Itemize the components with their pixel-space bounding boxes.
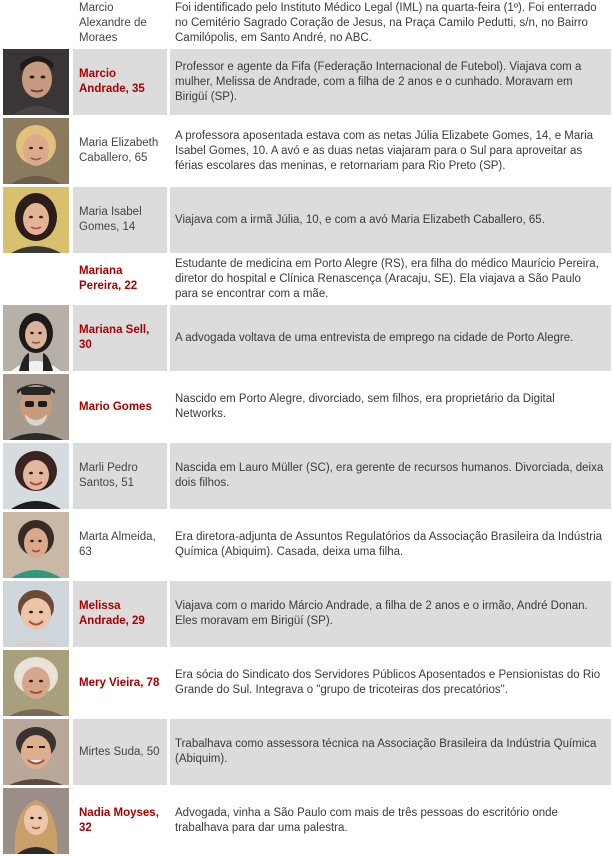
portrait-man-icon xyxy=(3,374,69,440)
table-row xyxy=(2,719,611,785)
person-name: Maria Elizabeth Caballero, 65 xyxy=(73,118,167,184)
person-name: Mario Gomes xyxy=(73,374,167,440)
person-description: Viajava com a irmã Júlia, 10, e com a avó Maria Elizabeth Caballero, 65. xyxy=(170,187,611,253)
person-photo xyxy=(2,187,70,253)
table-row xyxy=(2,650,611,716)
person-description: Advogada, vinha a São Paulo com mais de três pessoas do escritório onde trabalhava para dar uma palestra. xyxy=(170,788,611,854)
person-name: Marcio Alexandre de Moraes xyxy=(73,0,167,46)
person-name: Mariana Sell, 30 xyxy=(73,305,167,371)
person-photo xyxy=(2,118,70,184)
person-name: Marcio Andrade, 35 xyxy=(73,49,167,115)
portrait-woman-icon xyxy=(3,118,69,184)
person-photo xyxy=(2,650,70,716)
table-row xyxy=(2,256,611,302)
person-photo xyxy=(2,512,70,578)
portrait-woman-icon xyxy=(3,305,69,371)
table-row xyxy=(2,305,611,371)
person-name: Maria Isabel Gomes, 14 xyxy=(73,187,167,253)
person-name: Marta Almeida, 63 xyxy=(73,512,167,578)
person-description: Foi identificado pelo Instituto Médico Legal (IML) na quarta-feira (1º). Foi enterrado no Cemitério Sagrado Coração de Jesus, na Praça Camilo Pedutti, s/n, no Bairro Camilópolis, em Santo André, no ABC. xyxy=(170,0,611,46)
person-name: Mery Vieira, 78 xyxy=(73,650,167,716)
person-description: Estudante de medicina em Porto Alegre (RS), era filha do médico Maurício Pereira, diretor do hospital e Clínica Renascença (Aracaju, SE). Ela viajava a São Paulo para se encontrar com a mãe. xyxy=(170,256,611,302)
portrait-woman-icon xyxy=(3,512,69,578)
table-row xyxy=(2,512,611,578)
person-name: Nadia Moyses, 32 xyxy=(73,788,167,854)
person-photo xyxy=(2,788,70,854)
portrait-woman-icon xyxy=(3,581,69,647)
portrait-girl-icon xyxy=(3,187,69,253)
table-row xyxy=(2,118,611,184)
person-photo xyxy=(2,581,70,647)
table-row xyxy=(2,581,611,647)
portrait-woman-icon xyxy=(3,719,69,785)
table-row xyxy=(2,0,611,46)
person-photo xyxy=(2,374,70,440)
person-description: Professor e agente da Fifa (Federação Internacional de Futebol). Viajava com a mulher, Melissa de Andrade, com a filha de 2 anos e o cunhado. Moravam em Birigüí (SP). xyxy=(170,49,611,115)
person-photo xyxy=(2,443,70,509)
person-description: A advogada voltava de uma entrevista de emprego na cidade de Porto Alegre. xyxy=(170,305,611,371)
person-description: Nascida em Lauro Müller (SC), era gerente de recursos humanos. Divorciada, deixa dois filhos. xyxy=(170,443,611,509)
person-name: Mirtes Suda, 50 xyxy=(73,719,167,785)
victims-table xyxy=(2,0,611,854)
person-description: Era sócia do Sindicato dos Servidores Públicos Aposentados e Pensionistas do Rio Grande do Sul. Integrava o "grupo de tricoteiras dos precatórios". xyxy=(170,650,611,716)
person-description: Viajava com o marido Márcio Andrade, a filha de 2 anos e o irmão, André Donan. Eles moravam em Birigüí (SP). xyxy=(170,581,611,647)
portrait-woman-icon xyxy=(3,443,69,509)
table-row xyxy=(2,374,611,440)
person-name: Melissa Andrade, 29 xyxy=(73,581,167,647)
portrait-woman-icon xyxy=(3,650,69,716)
table-row xyxy=(2,49,611,115)
photo-cell-empty xyxy=(2,0,70,46)
table-row xyxy=(2,788,611,854)
person-description: Trabalhava como assessora técnica na Associação Brasileira da Indústria Química (Abiquim). xyxy=(170,719,611,785)
person-photo xyxy=(2,49,70,115)
person-description: Era diretora-adjunta de Assuntos Regulatórios da Associação Brasileira da Indústria Química (Abiquim). Casada, deixa uma filha. xyxy=(170,512,611,578)
table-row xyxy=(2,443,611,509)
photo-cell-empty xyxy=(2,256,70,302)
table-row xyxy=(2,187,611,253)
person-description: Nascido em Porto Alegre, divorciado, sem filhos, era proprietário da Digital Networks. xyxy=(170,374,611,440)
person-photo xyxy=(2,305,70,371)
person-description: A professora aposentada estava com as netas Júlia Elizabete Gomes, 14, e Maria Isabel Gomes, 10. A avó e as duas netas viajaram para o Sul para aproveitar as férias escolares das meninas, e retornariam para Rio Preto (SP). xyxy=(170,118,611,184)
portrait-man-icon xyxy=(3,49,69,115)
portrait-woman-icon xyxy=(3,788,69,854)
person-name: Mariana Pereira, 22 xyxy=(73,256,167,302)
person-name: Marli Pedro Santos, 51 xyxy=(73,443,167,509)
person-photo xyxy=(2,719,70,785)
